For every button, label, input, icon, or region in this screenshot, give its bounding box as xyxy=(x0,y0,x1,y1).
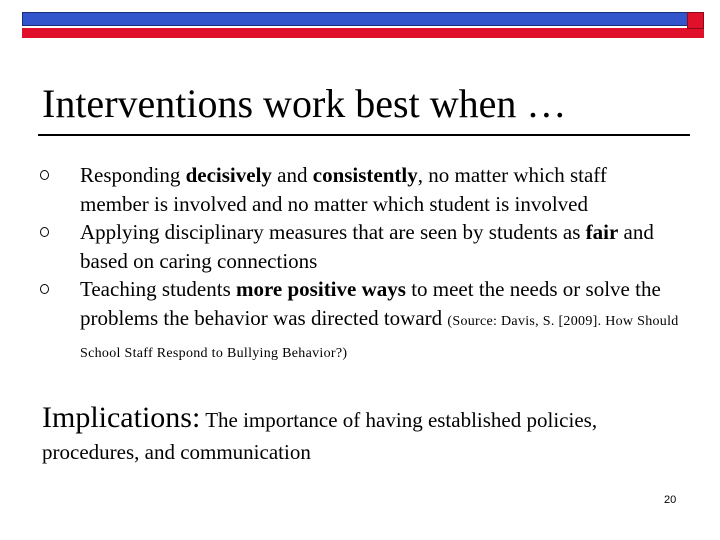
bold-text: fair xyxy=(585,220,619,244)
bullet-item xyxy=(40,275,680,369)
text-run: Teaching students xyxy=(80,277,236,301)
bullet-text xyxy=(80,163,607,216)
implications-label: Implications: xyxy=(42,401,201,434)
source-citation: (Source: Davis, S. [2009]. How Should School Staff Respond to Bullying Behavior?) xyxy=(80,313,679,361)
slide-title: Interventions work best when … xyxy=(42,81,567,126)
hollow-circle-bullet-icon xyxy=(40,170,49,180)
bullet-list xyxy=(40,161,680,369)
text-run: and based on caring connections xyxy=(80,220,654,273)
text-run: to meet the needs or solve the problems the behavior was directed toward xyxy=(80,277,661,330)
implications-paragraph xyxy=(42,402,692,468)
implications-text: The importance of having established policies, procedures, and communication xyxy=(42,408,598,464)
header-bar-blue xyxy=(22,12,704,26)
title-divider xyxy=(38,134,690,136)
bullet-text xyxy=(80,277,679,362)
bullet-item xyxy=(40,161,680,218)
bold-text: decisively xyxy=(185,163,272,187)
hollow-circle-bullet-icon xyxy=(40,284,49,294)
bold-text: more positive ways xyxy=(236,277,406,301)
text-run: and xyxy=(271,163,313,187)
header-corner-square xyxy=(687,12,704,29)
text-run: Responding xyxy=(80,163,186,187)
text-run: Applying disciplinary measures that are seen by students as xyxy=(80,220,586,244)
page-number: 20 xyxy=(664,494,677,506)
text-run: , no matter which staff member is involved and no matter which student is involved xyxy=(80,163,607,216)
bullet-text xyxy=(80,220,654,273)
hollow-circle-bullet-icon xyxy=(40,227,49,237)
header-bar-red xyxy=(22,28,704,38)
bold-text: consistently xyxy=(312,163,418,187)
bullet-item xyxy=(40,218,680,275)
